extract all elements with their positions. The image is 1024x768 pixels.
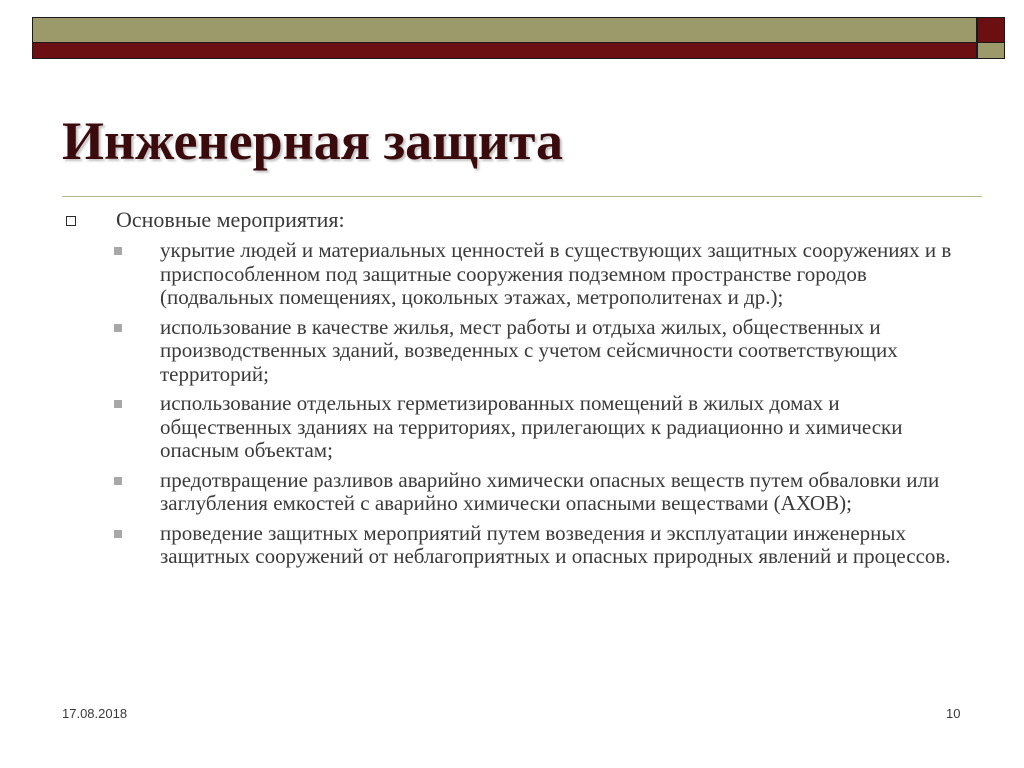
list-item-text: предотвращение разливов аварийно химически опасных веществ путем обваловки или заглубления емкостей с аварийно химически опасными веществами (АХОВ); (160, 467, 940, 515)
page-number: 10 (946, 706, 961, 721)
slide-title: Инженерная защита (62, 111, 564, 171)
list-item (114, 522, 972, 569)
filled-square-icon (114, 400, 122, 408)
filled-square-icon (114, 477, 122, 485)
filled-square-icon (114, 247, 122, 255)
hollow-square-icon (66, 216, 76, 226)
header-maroon-bar (32, 43, 977, 59)
filled-square-icon (114, 324, 122, 332)
sub-bullet-list (62, 239, 972, 569)
main-bullet-label: Основные мероприятия: (116, 207, 345, 232)
list-item (114, 392, 972, 463)
list-item-text: проведение защитных мероприятий путем возведения и эксплуатации инженерных защитных сооружений от неблагоприятных и опасных природных явлений и процессов. (160, 520, 951, 568)
list-item (114, 239, 972, 310)
list-item-text: использование отдельных герметизированных помещений в жилых домах и общественных зданиях на территориях, прилегающих к радиационно и химически опасным объектам; (160, 391, 903, 462)
header-olive-bar (32, 17, 977, 43)
filled-square-icon (114, 530, 122, 538)
header-maroon-square (977, 17, 1005, 43)
list-item (114, 316, 972, 387)
list-item (114, 469, 972, 516)
footer-date: 17.08.2018 (62, 706, 128, 721)
title-divider (62, 196, 982, 197)
main-bullet (62, 207, 972, 233)
list-item-text: укрытие людей и материальных ценностей в существующих защитных сооружениях и в приспособленном под защитные сооружения подземном пространстве городов (подвальных помещениях, цокольных этажах, метрополитенах и др.); (160, 238, 952, 309)
slide-body (62, 207, 972, 575)
list-item-text: использование в качестве жилья, мест работы и отдыха жилых, общественных и производственных зданий, возведенных с учетом сейсмичности соответствующих территорий; (160, 314, 898, 386)
header-olive-square (977, 43, 1005, 59)
